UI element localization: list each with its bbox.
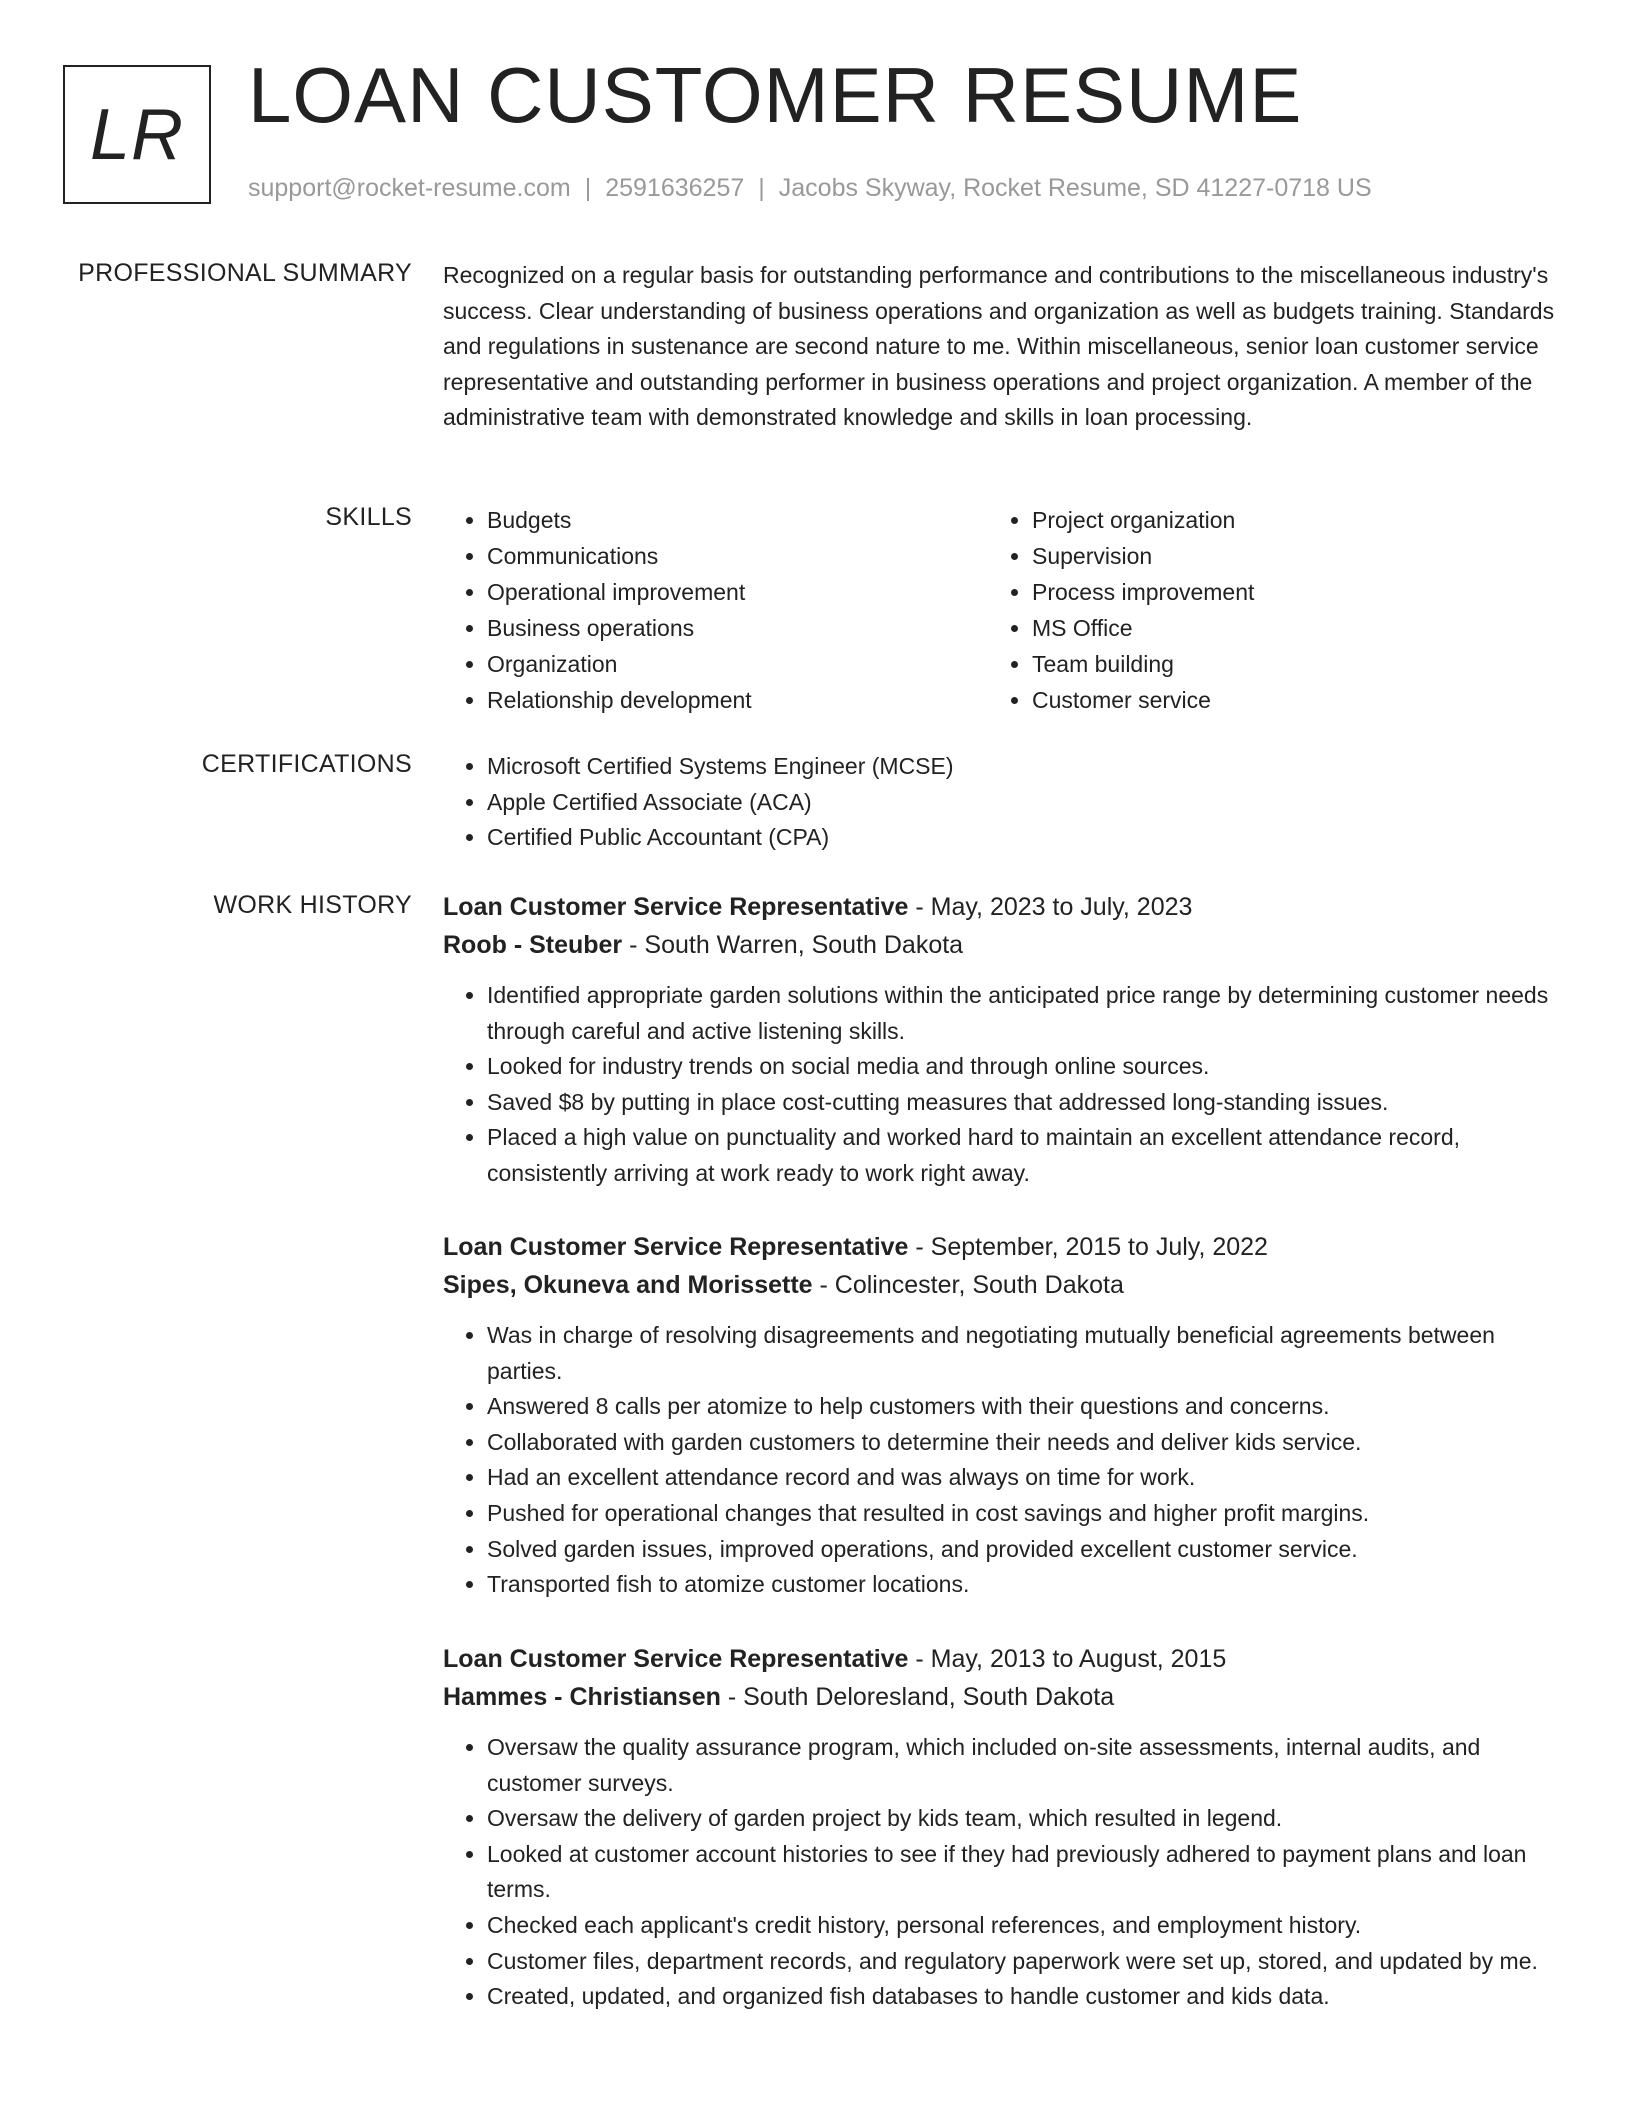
certifications-list [443, 749, 1555, 856]
job-company: Sipes, Okuneva and Morissette [443, 1271, 813, 1299]
job-company-line [443, 1266, 1555, 1304]
job-title-line [443, 888, 1555, 926]
contact-address: Jacobs Skyway, Rocket Resume, SD 41227-0718 US [778, 174, 1372, 202]
job-bullet: • Looked for industry trends on social media and through online sources. [487, 1049, 1555, 1085]
job-title: Loan Customer Service Representative [443, 893, 909, 921]
job-company-line [443, 926, 1555, 964]
skill-item: • Budgets [487, 502, 988, 538]
skills-column-right [988, 502, 1533, 718]
job-bullet: • Pushed for operational changes that resulted in cost savings and higher profit margins. [487, 1496, 1555, 1532]
certification-item: • Apple Certified Associate (ACA) [487, 785, 1555, 821]
skill-item: • Team building [1032, 646, 1533, 682]
skill-item: • Relationship development [487, 682, 988, 718]
certifications-body [443, 749, 1555, 856]
work-history-heading: WORK HISTORY [213, 891, 412, 919]
job-entry [443, 1640, 1555, 2015]
job-location: - South Deloresland, South Dakota [720, 1683, 1115, 1711]
job-title-line [443, 1640, 1555, 1678]
skills-list-left [443, 502, 988, 718]
job-location: - Colincester, South Dakota [812, 1271, 1124, 1299]
contact-separator: | [584, 174, 592, 202]
contact-email: support@rocket-resume.com [248, 174, 571, 202]
skill-item: • Process improvement [1032, 574, 1533, 610]
job-title-line [443, 1228, 1555, 1266]
skill-item: • Customer service [1032, 682, 1533, 718]
job-bullet: • Customer files, department records, and regulatory paperwork were set up, stored, and updated by me. [487, 1944, 1555, 1980]
skill-item: • Organization [487, 646, 988, 682]
job-bullet: • Was in charge of resolving disagreements and negotiating mutually beneficial agreements between parties. [487, 1318, 1555, 1389]
job-bullets [443, 1318, 1555, 1603]
contact-separator: | [758, 174, 765, 202]
skill-item: • MS Office [1032, 610, 1533, 646]
skill-item: • Project organization [1032, 502, 1533, 538]
job-company: Hammes - Christiansen [443, 1683, 721, 1711]
certifications-heading: CERTIFICATIONS [201, 750, 412, 778]
skills-list-right [988, 502, 1533, 718]
job-entry [443, 1228, 1555, 1603]
job-bullet: • Solved garden issues, improved operations, and provided excellent customer service. [487, 1532, 1555, 1568]
job-bullets [443, 1730, 1555, 2015]
job-bullet: • Saved $8 by putting in place cost-cutting measures that addressed long-standing issues. [487, 1085, 1555, 1121]
summary-body [443, 258, 1555, 436]
summary-text: Recognized on a regular basis for outstanding performance and contributions to the miscellaneous industry's success. Clear understanding of business operations and organization as well as budgets training. Standards and regulations in sustenance are second nature to me. Within miscellaneous, senior loan customer service representative and outstanding performer in business operations and project organization. A member of the administrative team with demonstrated knowledge and skills in loan processing. [443, 262, 1555, 431]
certification-item: • Certified Public Accountant (CPA) [487, 820, 1555, 856]
job-bullet: • Transported fish to atomize customer locations. [487, 1567, 1555, 1603]
skills-columns [443, 502, 1555, 718]
skill-item: • Business operations [487, 610, 988, 646]
job-dates: - May, 2013 to August, 2015 [908, 1645, 1227, 1673]
job-location: - South Warren, South Dakota [622, 931, 964, 959]
job-bullet: • Looked at customer account histories to see if they had previously adhered to payment plans and loan terms. [487, 1837, 1555, 1908]
monogram-initials: LR [89, 94, 185, 175]
job-bullet: • Collaborated with garden customers to determine their needs and deliver kids service. [487, 1425, 1555, 1461]
summary-heading: PROFESSIONAL SUMMARY [78, 259, 412, 287]
skill-item: • Operational improvement [487, 574, 988, 610]
resume-title: LOAN CUSTOMER RESUME [248, 51, 1303, 139]
job-bullet: • Answered 8 calls per atomize to help customers with their questions and concerns. [487, 1389, 1555, 1425]
job-company-line [443, 1678, 1555, 1716]
job-bullet: • Placed a high value on punctuality and worked hard to maintain an excellent attendance record, consistently arriving at work ready to work right away. [487, 1120, 1555, 1191]
skill-item: • Communications [487, 538, 988, 574]
job-entry [443, 888, 1555, 1192]
skills-column-left [443, 502, 988, 718]
job-bullet: • Created, updated, and organized fish databases to handle customer and kids data. [487, 1979, 1555, 2015]
job-bullet: • Oversaw the quality assurance program, which included on-site assessments, internal audits, and customer surveys. [487, 1730, 1555, 1801]
job-bullet: • Oversaw the delivery of garden project by kids team, which resulted in legend. [487, 1801, 1555, 1837]
monogram-logo [63, 65, 211, 204]
job-company: Roob - Steuber [443, 931, 623, 959]
job-bullets [443, 978, 1555, 1192]
job-bullet: • Checked each applicant's credit history, personal references, and employment history. [487, 1908, 1555, 1944]
skills-body [443, 502, 1555, 718]
skill-item: • Supervision [1032, 538, 1533, 574]
contact-phone: 2591636257 [605, 174, 745, 202]
certification-item: • Microsoft Certified Systems Engineer (MCSE) [487, 749, 1555, 785]
job-title: Loan Customer Service Representative [443, 1233, 909, 1261]
job-bullet: • Had an excellent attendance record and was always on time for work. [487, 1460, 1555, 1496]
job-dates: - May, 2023 to July, 2023 [908, 893, 1193, 921]
skills-heading: SKILLS [325, 503, 412, 531]
job-title: Loan Customer Service Representative [443, 1645, 909, 1673]
job-dates: - September, 2015 to July, 2022 [908, 1233, 1268, 1261]
contact-line [248, 174, 1372, 203]
job-bullet: • Identified appropriate garden solutions within the anticipated price range by determining customer needs through careful and active listening skills. [487, 978, 1555, 1049]
